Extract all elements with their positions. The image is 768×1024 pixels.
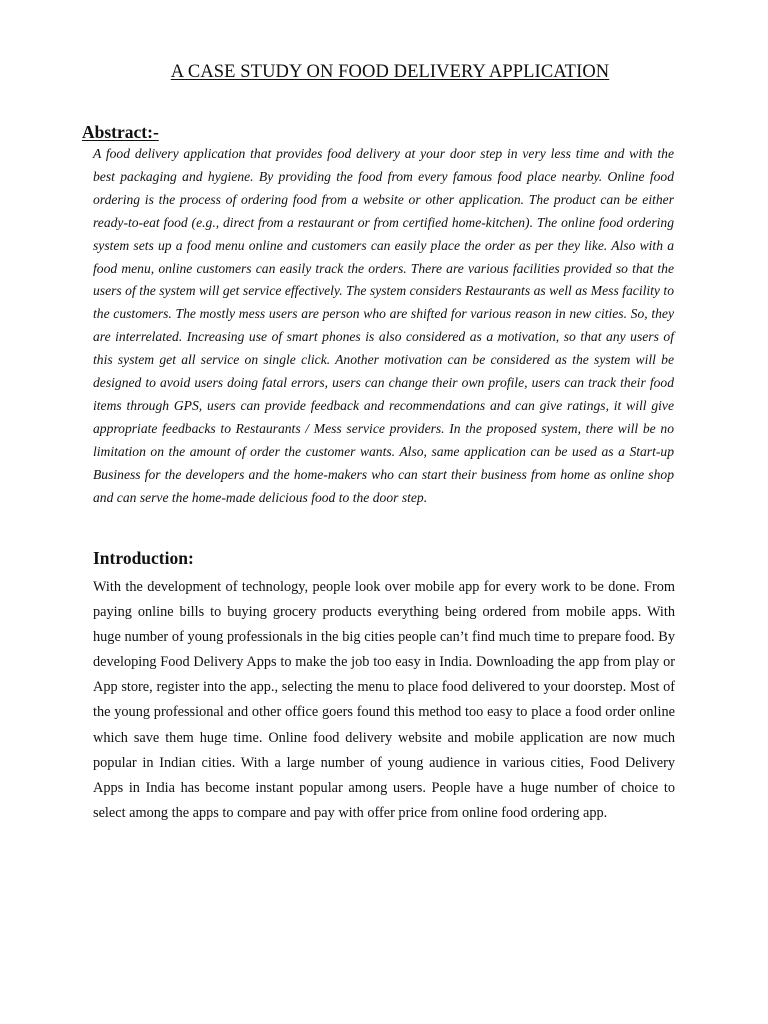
- introduction-paragraph: With the development of technology, people look over mobile app for every work to be done. From paying online bills to buying grocery products everything being ordered from mobile apps. With huge number of young professionals in the big cities people can’t find much time to prepare food. By developing Food Delivery Apps to make the job too easy in India. Downloading the app from play or App store, register into the app., selecting the menu to place food delivered to your doorstep. Most of the young professional and other office goers found this method too easy to place a food order online which save them huge time. Online food delivery website and mobile application are now much popular in Indian cities. With a large number of young audience in various cities, Food Delivery Apps in India has become instant popular among users. People have a huge number of choice to select among the apps to compare and pay with offer price from online food ordering app.: [93, 579, 675, 821]
- abstract-paragraph: A food delivery application that provides food delivery at your door step in very less time and with the best packaging and hygiene. By providing the food from every famous food place nearby. Online food ordering is the process of ordering food from a website or other application. The product can be either ready-to-eat food (e.g., direct from a restaurant or from certified home-kitchen). The online food ordering system sets up a food menu online and customers can easily place the order as per they like. Also with a food menu, online customers can easily track the orders. There are various facilities provided so that the users of the system will get service effectively. The system considers Restaurants as well as Mess facility to the customers. The mostly mess users are person who are shifted for various reason in new cities. So, they are interrelated. Increasing use of smart phones is also considered as a motivation, so that any users of this system get all service on single click. Another motivation can be considered as the system will be designed to avoid users doing fatal errors, users can change their own profile, users can track their food items through GPS, users can provide feedback and recommendations and can give ratings, it will give appropriate feedbacks to Restaurants / Mess service providers. In the proposed system, there will be no limitation on the amount of order the customer wants. Also, same application can be used as a Start-up Business for the developers and the home-makers who can start their business from home as online shop and can serve the home-made delicious food to the door step.: [93, 146, 674, 505]
- document-title: A CASE STUDY ON FOOD DELIVERY APPLICATION: [170, 62, 610, 82]
- introduction-heading: Introduction:: [93, 548, 194, 568]
- abstract-heading: Abstract:-: [82, 122, 159, 142]
